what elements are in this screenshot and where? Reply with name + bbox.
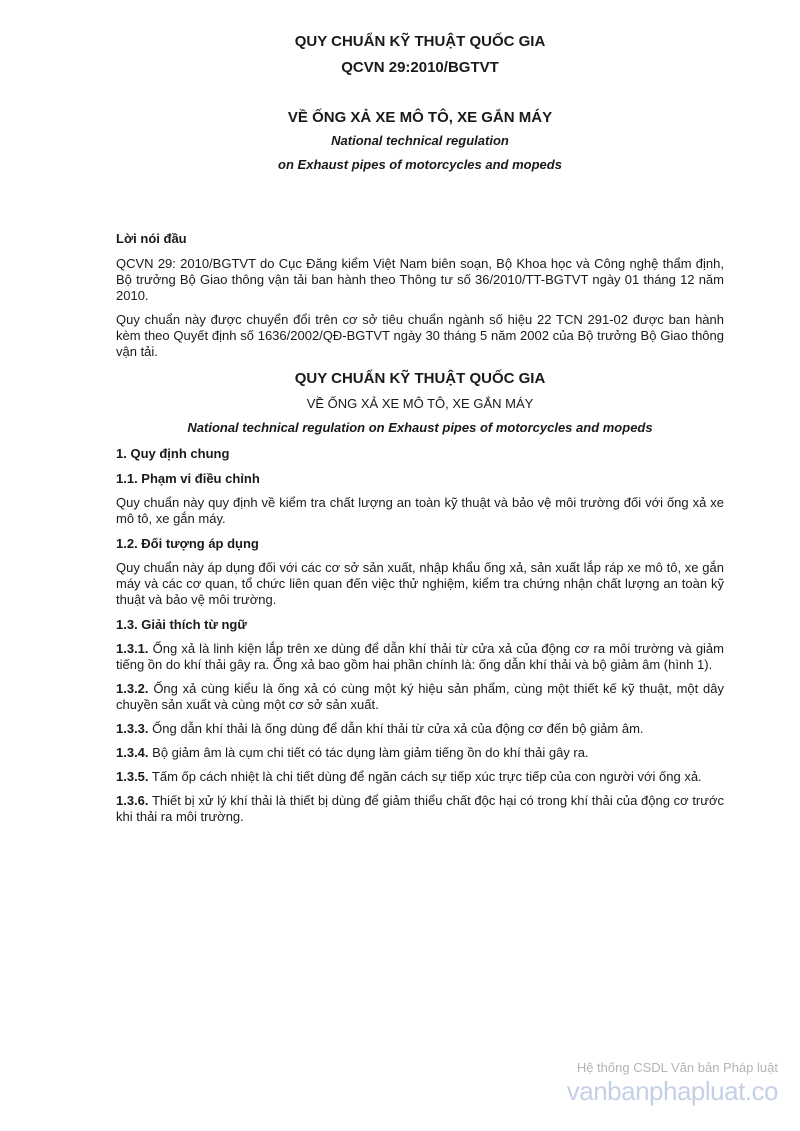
body-title: QUY CHUẨN KỸ THUẬT QUỐC GIA: [294, 370, 546, 387]
definition-text: Ống xả là linh kiện lắp trên xe dùng để dẫn khí thải từ cửa xả của động cơ ra môi trường và giảm tiếng ồn do khí thải gây ra. Ống xả bao gồm hai phần chính là: ống dẫn khí thải và bộ giảm âm (hình 1).: [116, 641, 724, 672]
regulation-title: QUY CHUẨN KỸ THUẬT QUỐC GIA: [294, 33, 546, 50]
body-subject: VỀ ỐNG XẢ XE MÔ TÔ, XE GẮN MÁY: [306, 396, 534, 411]
definition-item: [116, 793, 724, 825]
definition-item: [116, 721, 724, 737]
regulation-subject: VỀ ỐNG XẢ XE MÔ TÔ, XE GẮN MÁY: [287, 109, 553, 126]
preface-paragraph-1: QCVN 29: 2010/BGTVT do Cục Đăng kiểm Việt Nam biên soạn, Bộ Khoa học và Công nghệ thẩm định, Bộ trưởng Bộ Giao thông vận tải ban hành theo Thông tư số 36/2010/TT-BGTVT ngày 01 tháng 12 năm 2010.: [116, 256, 724, 303]
definition-number: 1.3.1.: [116, 641, 149, 656]
section-1-2-text: Quy chuẩn này áp dụng đối với các cơ sở sản xuất, nhập khẩu ống xả, sản xuất lắp ráp xe mô tô, xe gắn máy và các cơ quan, tổ chức liên quan đến việc thử nghiệm, kiểm tra chứng nhận chất lượng an toàn kỹ thuật và bảo vệ môi trường.: [116, 560, 724, 607]
english-title-line2: on Exhaust pipes of motorcycles and mopeds: [278, 157, 562, 172]
definition-number: 1.3.2.: [116, 681, 149, 696]
preface-paragraph-2: Quy chuẩn này được chuyển đổi trên cơ sở tiêu chuẩn ngành số hiệu 22 TCN 291-02 được ban hành kèm theo Quyết định số 1636/2002/QĐ-BGTVT ngày 30 tháng 5 năm 2002 của Bộ trưởng Bộ Giao thông vận tải.: [116, 312, 724, 359]
body-header: [116, 369, 724, 437]
definition-item: [116, 681, 724, 713]
definition-number: 1.3.3.: [116, 721, 149, 736]
definition-text: Ống dẫn khí thải là ống dùng để dẫn khí thải từ cửa xả của động cơ đến bộ giảm âm.: [152, 721, 644, 736]
definition-item: [116, 769, 724, 785]
site-watermark: [567, 1060, 778, 1106]
english-title-line1: National technical regulation: [331, 133, 509, 148]
document-header: [116, 32, 724, 174]
definition-text: Thiết bị xử lý khí thải là thiết bị dùng để giảm thiểu chất độc hại có trong khí thải của động cơ trước khi thải ra môi trường.: [116, 793, 724, 824]
section-1-2-heading: 1.2. Đối tượng áp dụng: [116, 536, 259, 551]
section-1-heading: 1. Quy định chung: [116, 446, 230, 461]
definition-text: Ống xả cùng kiểu là ống xả có cùng một ký hiệu sản phẩm, cùng một thiết kế kỹ thuật, một dây chuyền sản xuất và cùng một cơ sở sản xuất.: [116, 681, 724, 712]
definition-text: Tấm ốp cách nhiệt là chi tiết dùng để ngăn cách sự tiếp xúc trực tiếp của con người với ống xả.: [151, 769, 702, 784]
document-page: [116, 32, 724, 825]
body-english-title: National technical regulation on Exhaust pipes of motorcycles and mopeds: [187, 420, 653, 435]
regulation-code: QCVN 29:2010/BGTVT: [341, 59, 499, 76]
definition-item: [116, 745, 724, 761]
definition-text: Bộ giảm âm là cụm chi tiết có tác dụng làm giảm tiếng ồn do khí thải gây ra.: [152, 745, 589, 760]
preface-heading: Lời nói đầu: [116, 231, 187, 246]
watermark-caption: Hệ thống CSDL Văn bản Pháp luật: [576, 1060, 778, 1075]
definition-number: 1.3.5.: [116, 769, 149, 784]
section-1-1-text: Quy chuẩn này quy định về kiểm tra chất lượng an toàn kỹ thuật và bảo vệ môi trường đối với ống xả xe mô tô, xe gắn máy.: [116, 495, 724, 526]
definition-item: [116, 641, 724, 673]
section-1-3-heading: 1.3. Giải thích từ ngữ: [116, 617, 247, 632]
watermark-url[interactable]: vanbanphapluat.co: [566, 1076, 778, 1106]
section-1-1-heading: 1.1. Phạm vi điều chỉnh: [116, 471, 260, 486]
definition-number: 1.3.4.: [116, 745, 149, 760]
definition-number: 1.3.6.: [116, 793, 149, 808]
